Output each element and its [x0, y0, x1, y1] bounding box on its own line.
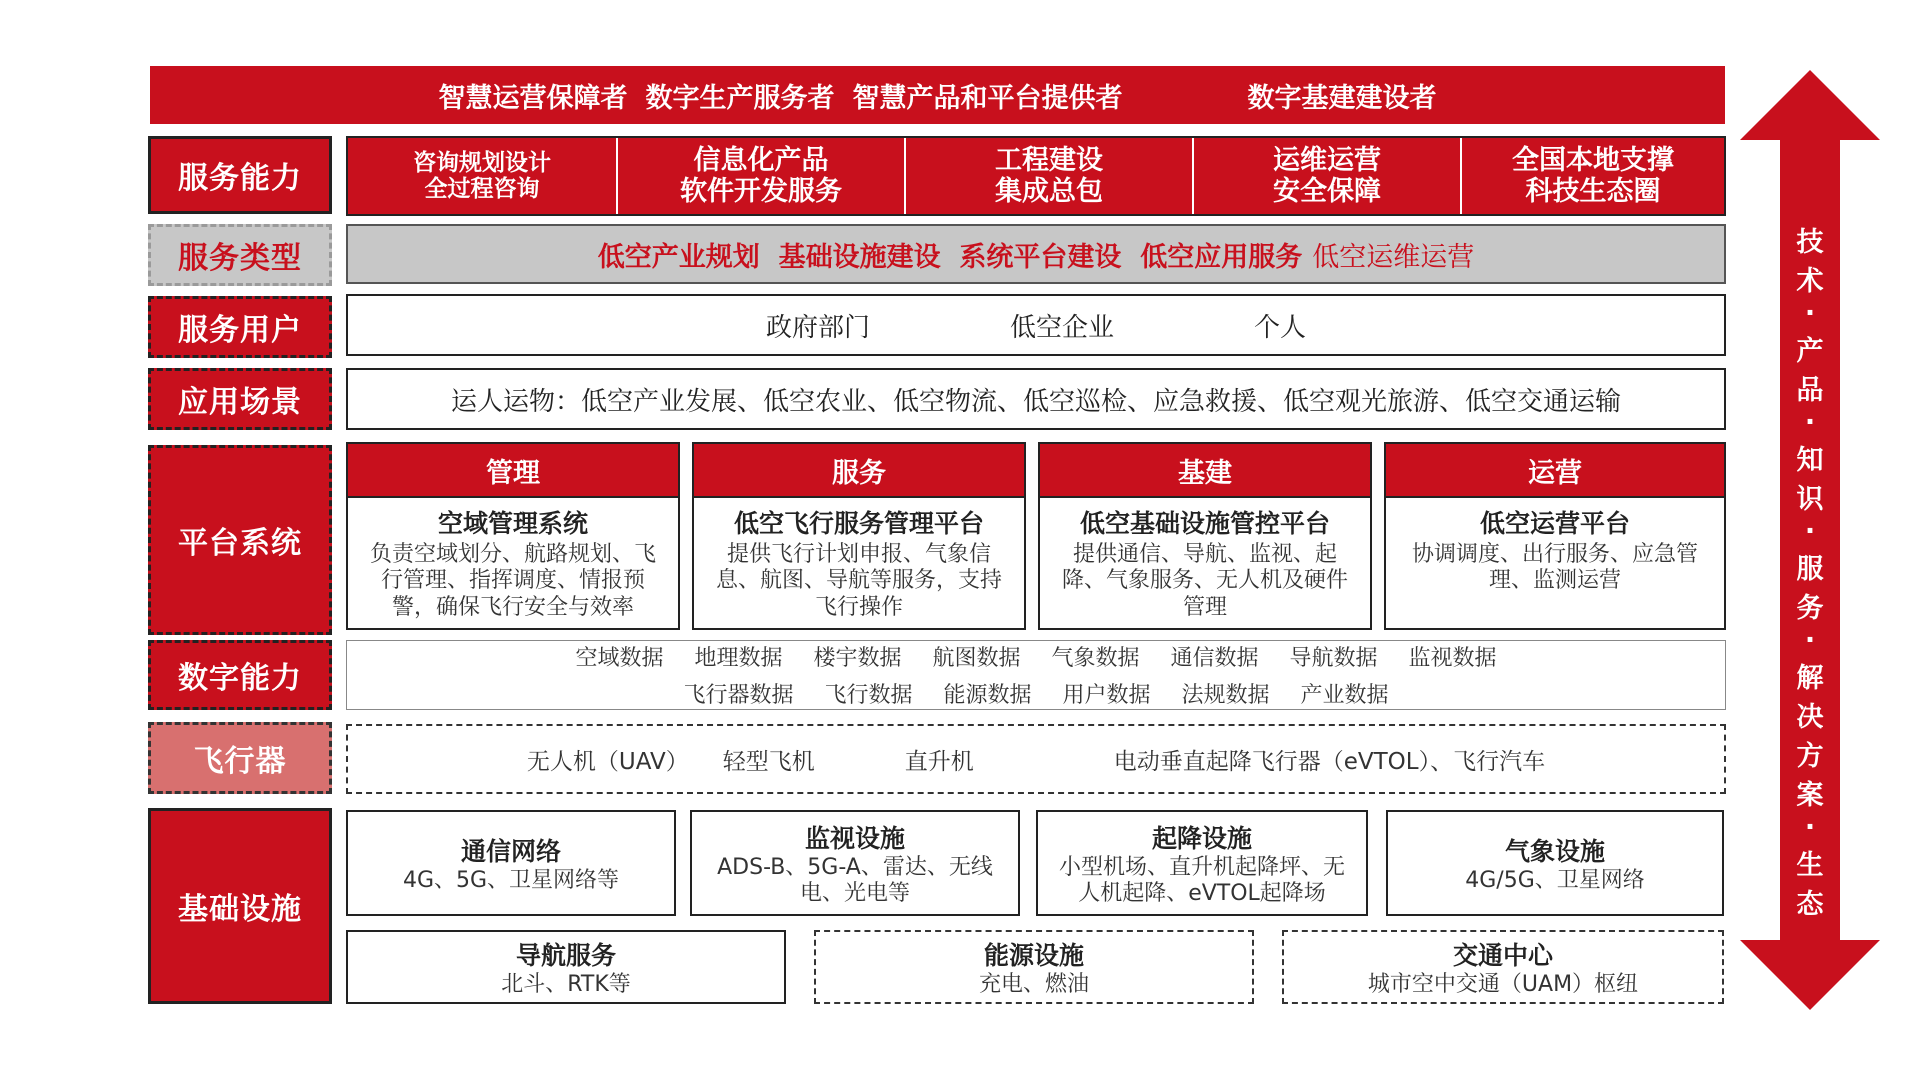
platform-desc: 协调调度、出行服务、应急管理、监测运营 — [1411, 542, 1698, 594]
side-char: 品 — [1796, 375, 1824, 406]
platform-body-service — [692, 498, 1026, 630]
side-char: 产 — [1796, 336, 1824, 367]
infra-title: 导航服务 — [515, 940, 616, 970]
data-item: 通信数据 — [1170, 646, 1259, 671]
capability-engineering: 工程建设 集成总包 — [906, 138, 1194, 214]
digital-data-row-2 — [347, 678, 1725, 709]
label-infra: 基础设施 — [148, 808, 332, 1004]
platform-head-service: 服务 — [692, 442, 1026, 498]
platform-group — [346, 442, 1726, 634]
platform-management — [346, 442, 680, 630]
data-item: 用户数据 — [1062, 683, 1151, 708]
data-item: 能源数据 — [943, 683, 1032, 708]
platform-body-operations — [1384, 498, 1726, 630]
role-3: 智慧产品和平台提供者 — [852, 82, 1123, 114]
side-char: 案 — [1796, 780, 1824, 811]
data-item: 法规数据 — [1181, 683, 1270, 708]
side-char: · — [1804, 812, 1816, 843]
capability-software: 信息化产品 软件开发服务 — [618, 138, 906, 214]
platform-title: 低空基础设施管控平台 — [1079, 509, 1330, 538]
infra-title: 监视设施 — [804, 823, 905, 853]
side-char: 务 — [1796, 593, 1824, 624]
top-banner — [150, 66, 1725, 124]
infra-title: 起降设施 — [1151, 823, 1252, 853]
digital-row — [346, 640, 1726, 710]
role-2: 数字生产服务者 — [645, 82, 835, 114]
infra-desc: 城市空中交通（UAM）枢纽 — [1367, 971, 1639, 997]
user-enterprise: 低空企业 — [1009, 312, 1114, 343]
label-aircraft: 飞行器 — [148, 722, 332, 794]
side-char: 态 — [1796, 889, 1824, 920]
scenarios-row — [346, 368, 1726, 430]
aircraft-evtol: 电动垂直起降飞行器（eVTOL）、飞行汽车 — [1113, 748, 1546, 775]
platform-desc: 提供飞行计划申报、气象信息、航图、导航等服务，支持飞行操作 — [715, 542, 1002, 620]
data-item: 导航数据 — [1289, 646, 1378, 671]
side-char: · — [1804, 625, 1816, 656]
infra-title: 交通中心 — [1452, 940, 1553, 970]
platform-title: 空域管理系统 — [437, 509, 588, 538]
label-digital: 数字能力 — [148, 640, 332, 710]
data-item: 飞行器数据 — [683, 683, 794, 708]
infra-desc: 小型机场、直升机起降坪、无人机起降、eVTOL起降场 — [1058, 854, 1345, 906]
label-platform: 平台系统 — [148, 445, 332, 635]
service-type-normal: 低空运维运营 — [1312, 241, 1475, 273]
platform-head-operations: 运营 — [1384, 442, 1726, 498]
side-char: 知 — [1796, 445, 1824, 476]
platform-title: 低空飞行服务管理平台 — [733, 509, 984, 538]
platform-body-infra — [1038, 498, 1372, 630]
infra-navigation — [346, 930, 786, 1004]
infra-communication — [346, 810, 676, 916]
side-char: 决 — [1796, 702, 1824, 733]
data-item: 空域数据 — [575, 646, 664, 671]
side-char: · — [1804, 407, 1816, 438]
infra-desc: 充电、燃油 — [978, 971, 1089, 997]
aircraft-light-plane: 轻型飞机 — [722, 748, 815, 775]
role-1: 智慧运营保障者 — [438, 82, 628, 114]
label-service-type: 服务类型 — [148, 224, 332, 286]
user-government: 政府部门 — [765, 312, 870, 343]
platform-service — [692, 442, 1026, 630]
infra-desc: 4G、5G、卫星网络等 — [402, 867, 620, 893]
data-item: 地理数据 — [694, 646, 783, 671]
service-type-bold: 低空产业规划 基础设施建设 系统平台建设 低空应用服务 — [597, 241, 1303, 273]
infra-landing — [1036, 810, 1368, 916]
side-char: · — [1804, 516, 1816, 547]
data-item: 产业数据 — [1300, 683, 1389, 708]
side-char: 服 — [1796, 554, 1824, 585]
side-char: 技 — [1796, 227, 1824, 258]
infra-traffic-center — [1282, 930, 1724, 1004]
data-item: 航图数据 — [932, 646, 1021, 671]
digital-data-row-1 — [347, 641, 1725, 672]
side-char: 识 — [1796, 484, 1824, 515]
data-item: 监视数据 — [1408, 646, 1497, 671]
platform-desc: 负责空域划分、航路规划、飞行管理、指挥调度、情报预警，确保飞行安全与效率 — [369, 542, 656, 620]
capability-operations: 运维运营 安全保障 — [1194, 138, 1462, 214]
platform-head-management: 管理 — [346, 442, 680, 498]
role-4: 数字基建建设者 — [1247, 82, 1437, 114]
side-char: 术 — [1796, 266, 1824, 297]
infra-desc: ADS-B、5G-A、雷达、无线电、光电等 — [717, 854, 993, 906]
platform-desc: 提供通信、导航、监视、起降、气象服务、无人机及硬件管理 — [1061, 542, 1348, 620]
side-char: · — [1804, 298, 1816, 329]
infra-weather — [1386, 810, 1724, 916]
label-service-capability: 服务能力 — [148, 136, 332, 214]
infra-title: 气象设施 — [1504, 836, 1605, 866]
label-service-users: 服务用户 — [148, 296, 332, 358]
platform-infra — [1038, 442, 1372, 630]
user-individual: 个人 — [1254, 312, 1307, 343]
infra-title: 能源设施 — [983, 940, 1084, 970]
data-item: 气象数据 — [1051, 646, 1140, 671]
data-item: 飞行数据 — [824, 683, 913, 708]
platform-head-infra: 基建 — [1038, 442, 1372, 498]
aircraft-helicopter: 直升机 — [904, 748, 974, 775]
platform-operations — [1384, 442, 1726, 630]
platform-title: 低空运营平台 — [1479, 509, 1630, 538]
platform-body-management — [346, 498, 680, 630]
infra-desc: 北斗、RTK等 — [501, 971, 631, 997]
service-type-bar — [346, 224, 1726, 284]
aircraft-row — [346, 724, 1726, 794]
side-char: 解 — [1796, 663, 1824, 694]
infra-surveillance — [690, 810, 1020, 916]
scenario-text: 运人运物：低空产业发展、低空农业、低空物流、低空巡检、应急救援、低空观光旅游、低空交通运输 — [450, 386, 1621, 417]
aircraft-uav: 无人机（UAV） — [526, 748, 689, 775]
capability-ecosystem: 全国本地支撑 科技生态圈 — [1512, 144, 1674, 207]
data-item: 楼宇数据 — [813, 646, 902, 671]
label-scenarios: 应用场景 — [148, 368, 332, 430]
infra-desc: 4G/5G、卫星网络 — [1465, 867, 1645, 893]
side-char: 方 — [1796, 741, 1824, 772]
users-row — [346, 294, 1726, 356]
capability-consulting: 咨询规划设计 全过程咨询 — [348, 138, 618, 214]
infra-energy — [814, 930, 1254, 1004]
side-arrow-text — [1780, 220, 1840, 920]
side-char: 生 — [1796, 850, 1824, 881]
infra-title: 通信网络 — [460, 836, 561, 866]
capability-row — [346, 136, 1726, 216]
